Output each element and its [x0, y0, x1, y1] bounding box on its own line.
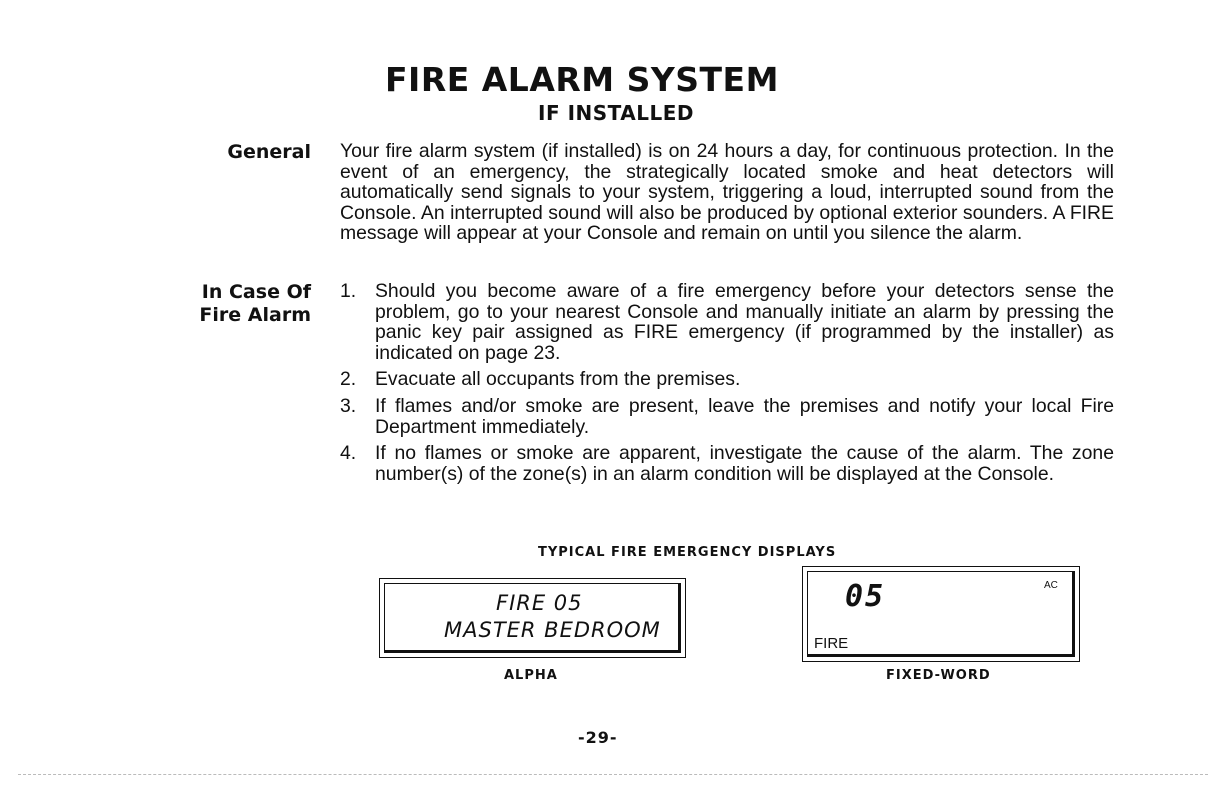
list-item [340, 396, 1114, 437]
list-item [340, 369, 1114, 390]
step-text: Evacuate all occupants from the premises. [375, 368, 741, 391]
alpha-line-1: FIRE 05 [496, 591, 583, 615]
step-text: Should you become aware of a fire emergency before your detectors sense the problem, go to your nearest Console and manually initiate an alarm by pressing the panic key pair assigned as FIRE emergency (if programmed by the installer) as indicated on page 23. [375, 280, 1114, 364]
fixed-word-caption: FIXED-WORD [886, 668, 991, 683]
list-item [340, 443, 1114, 484]
page-subtitle: IF INSTALLED [538, 101, 694, 125]
step-number: 1. [340, 280, 357, 302]
zone-digits: 05 [845, 579, 886, 614]
alpha-display [379, 578, 686, 658]
step-text: If no flames or smoke are apparent, investigate the cause of the alarm. The zone number(s) of the zone(s) in an alarm condition will be displayed at the Console. [375, 442, 1114, 485]
list-item [340, 281, 1114, 363]
displays-heading: TYPICAL FIRE EMERGENCY DISPLAYS [538, 545, 837, 560]
step-number: 3. [340, 394, 357, 417]
in-case-label-line2: Fire Alarm [199, 304, 311, 326]
in-case-label-line1: In Case Of [201, 281, 311, 303]
page-number: -29- [578, 728, 618, 747]
fire-word: FIRE [814, 635, 849, 652]
steps-list [340, 281, 1114, 490]
in-case-label [199, 281, 311, 327]
fixed-word-display [802, 566, 1080, 662]
step-number: 4. [340, 442, 357, 465]
alpha-caption: ALPHA [504, 668, 558, 683]
step-text: If flames and/or smoke are present, leave the premises and notify your local Fire Department immediately. [375, 394, 1114, 438]
ac-indicator: AC [1044, 580, 1058, 591]
general-paragraph: Your fire alarm system (if installed) is on 24 hours a day, for continuous protection. In the event of an emergency, the strategically located smoke and heat detectors will automatically send signals to your system, triggering a loud, interrupted sound from the Console. An interrupted sound will also be produced by optional exterior sounders. A FIRE message will appear at your Console and remain on until you silence the alarm. [340, 140, 1114, 245]
alpha-line-2: MASTER BEDROOM [444, 618, 661, 642]
page-title: FIRE ALARM SYSTEM [385, 60, 779, 99]
scan-edge-line [18, 774, 1208, 775]
step-number: 2. [340, 368, 357, 391]
general-label: General [227, 141, 311, 163]
